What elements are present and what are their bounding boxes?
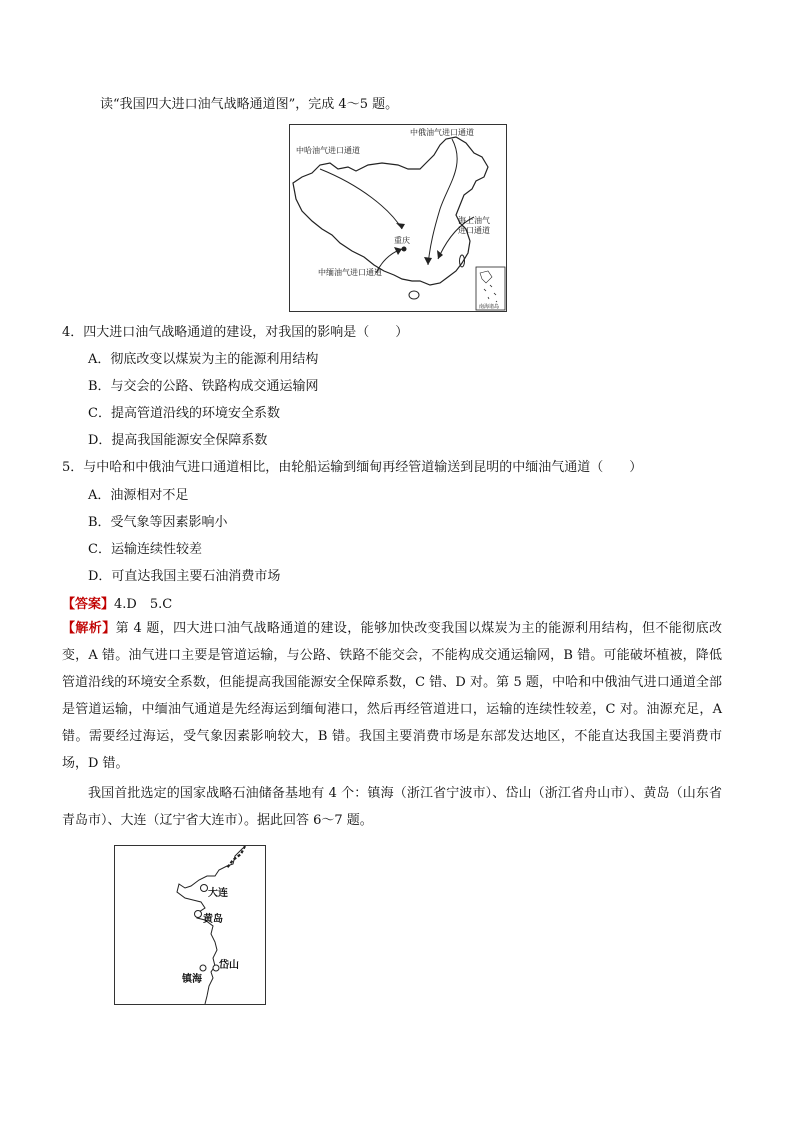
intro-6-7: 我国首批选定的国家战略石油储备基地有 4 个：镇海（浙江省宁波市）、岱山（浙江省舟山市）、黄岛（山东省青岛市）、大连（辽宁省大连市）。据此回答 6～7 题。 bbox=[62, 786, 722, 828]
oil-reserve-base-map bbox=[114, 845, 266, 1005]
label-daishan: 岱山 bbox=[219, 960, 239, 971]
oil-reserve-base-map-graphic bbox=[115, 846, 265, 1004]
answer-text: 4.D 5.C bbox=[114, 597, 173, 612]
route-zhonghe bbox=[320, 169, 402, 229]
chongqing-marker bbox=[402, 247, 407, 252]
answer-tag: 【答案】 bbox=[62, 597, 115, 612]
label-inset: 南海诸岛 bbox=[479, 304, 500, 310]
intro-text: 读“我国四大进口油气战略通道图”，完成 4～5 题。 bbox=[100, 97, 399, 112]
dalian-marker bbox=[201, 885, 208, 892]
question-4-option-d: D．提高我国能源安全保障系数 bbox=[88, 433, 268, 448]
question-5-option-a: A．油源相对不足 bbox=[88, 488, 189, 503]
zhenhai-marker bbox=[200, 965, 206, 971]
question-5-stem: 5．与中哈和中俄油气进口通道相比，由轮船运输到缅甸再经管道输送到昆明的中缅油气通道（ ） bbox=[62, 460, 643, 475]
oil-gas-channel-map bbox=[289, 124, 507, 312]
label-zhonge: 中俄油气进口通道 bbox=[410, 128, 474, 137]
analysis-text: 第 4 题，四大进口油气战略通道的建设，能够加快改变我国以煤炭为主的能源利用结构，但不能彻底改变，A 错。油气进口主要是管道运输，与公路、铁路不能交会，不能构成交通运输网，B 错。可能破坏植被，降低管道沿线的环境安全系数，但能提高我国能源安全保障系数，C 错、D 对。第 5 题，中哈和中俄油气进口通道全部是管道运输，中缅油气通道是先经海运到缅甸港口，然后再经管道进口，运输的连续性较差，C 对。油源充足，A 错。需要经过海运，受气象因素影响较大，B 错。我国主要消费市场是东部发达地区，不能直达我国主要消费市场，D 错。 bbox=[62, 621, 722, 771]
analysis-tag: 【解析】 bbox=[62, 621, 116, 636]
huangdao-marker bbox=[195, 911, 202, 918]
china-outline bbox=[293, 137, 488, 285]
oil-gas-channel-map-graphic bbox=[290, 125, 506, 311]
hainan-island bbox=[409, 291, 419, 299]
question-5-option-c: C．运输连续性较差 bbox=[88, 542, 202, 557]
analysis-paragraph bbox=[62, 615, 722, 777]
label-zhongmian: 中缅油气进口通道 bbox=[318, 268, 382, 277]
question-4-option-c: C．提高管道沿线的环境安全系数 bbox=[88, 406, 280, 421]
label-dalian: 大连 bbox=[208, 888, 228, 899]
label-zhenhai: 镇海 bbox=[182, 974, 202, 985]
label-zhonghe: 中哈油气进口通道 bbox=[296, 146, 360, 155]
question-5-option-d: D．可直达我国主要石油消费市场 bbox=[88, 569, 281, 584]
label-huangdao: 黄岛 bbox=[203, 914, 223, 925]
label-haishang-1: 海上油气 bbox=[458, 216, 490, 225]
answer-line bbox=[62, 596, 172, 614]
question-4-stem: 4．四大进口油气战略通道的建设，对我国的影响是（ ） bbox=[62, 325, 409, 340]
route-zhonge bbox=[428, 139, 457, 265]
question-4-option-a: A．彻底改变以煤炭为主的能源利用结构 bbox=[88, 352, 319, 367]
label-chongqing: 重庆 bbox=[394, 236, 410, 245]
question-4-option-b: B．与交会的公路、铁路构成交通运输网 bbox=[88, 379, 319, 394]
label-haishang-2: 进口通道 bbox=[458, 226, 490, 235]
question-5-option-b: B．受气象等因素影响小 bbox=[88, 515, 228, 530]
